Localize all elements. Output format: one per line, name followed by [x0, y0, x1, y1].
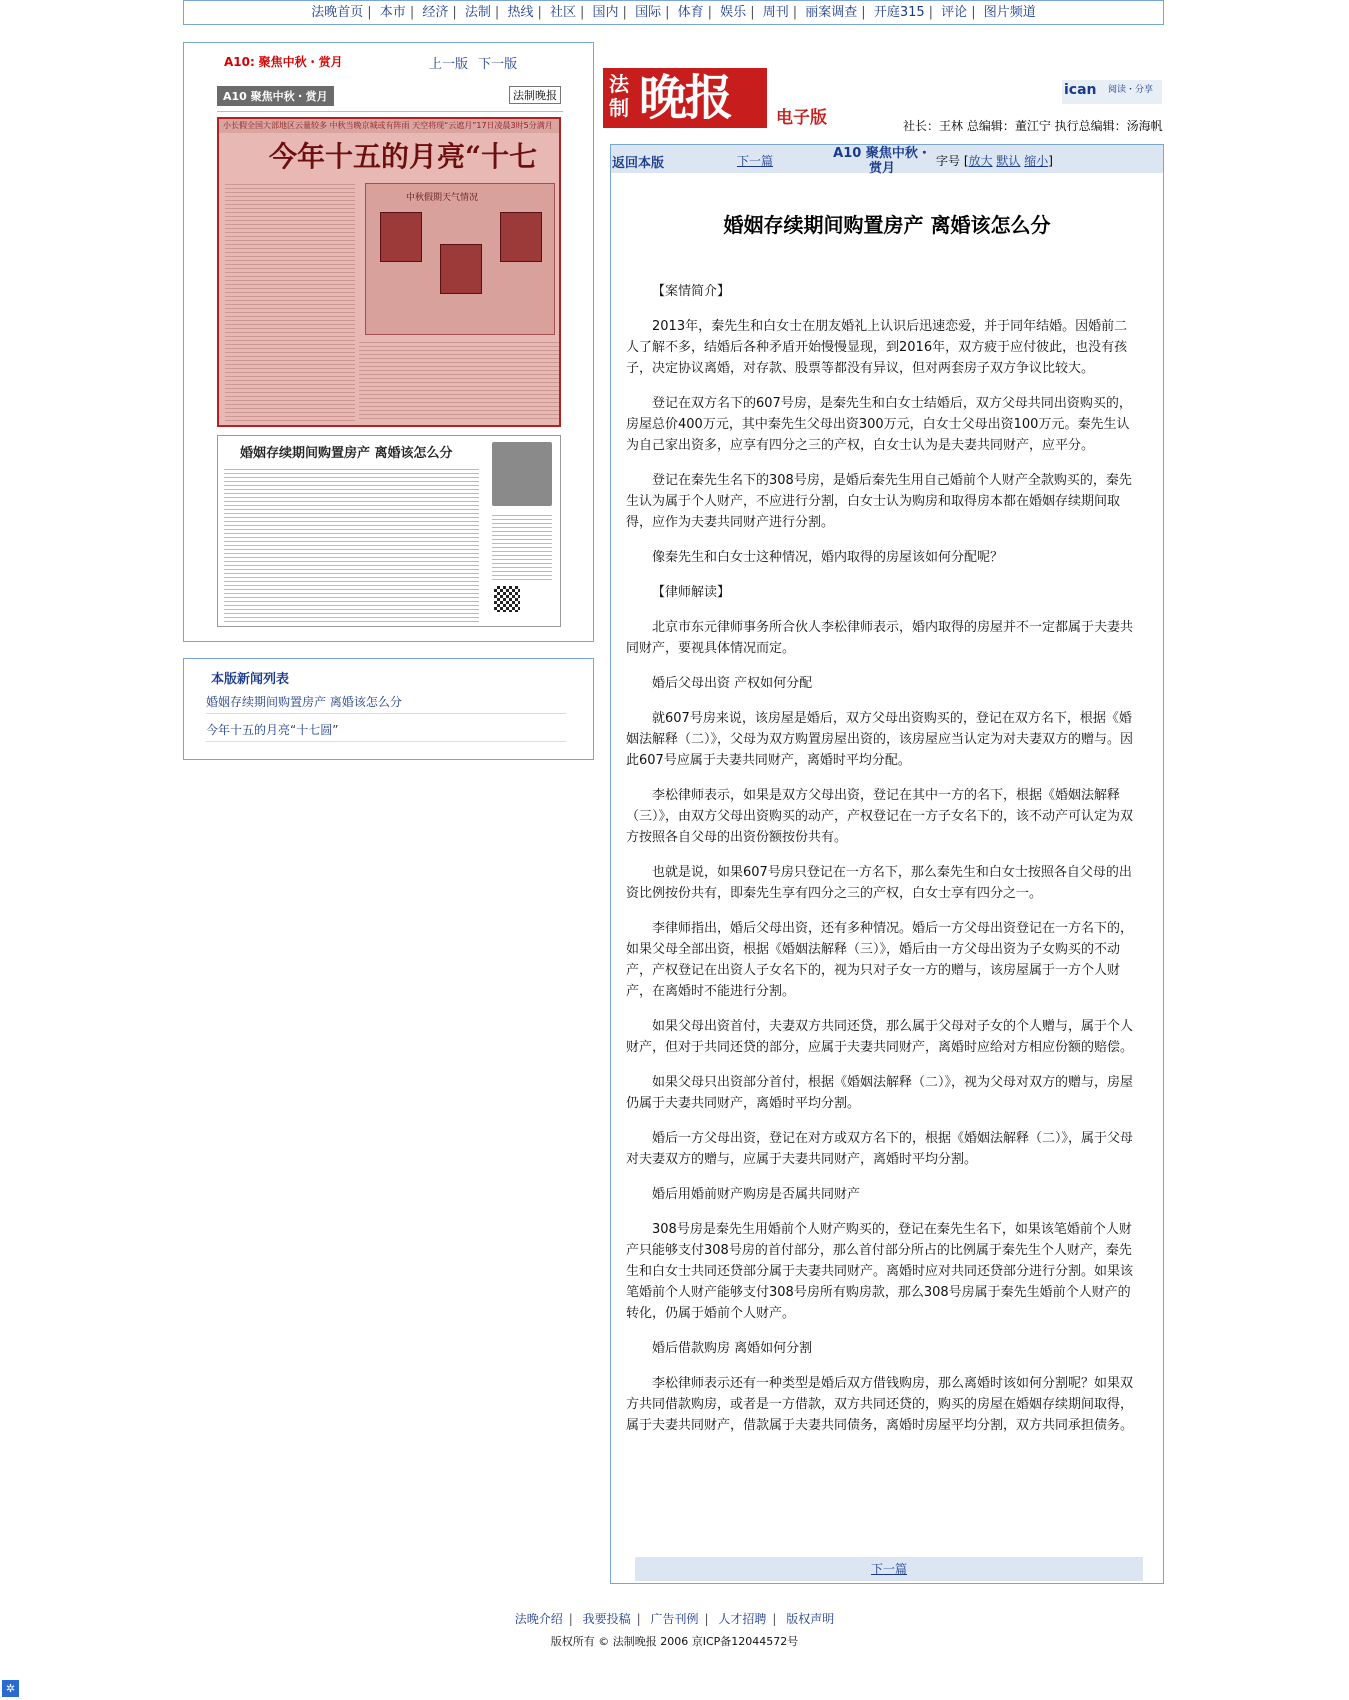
article-edition-label: A10 聚焦中秋・赏月 — [833, 146, 931, 176]
back-to-edition-link[interactable]: 返回本版 — [612, 156, 665, 171]
nav-city[interactable]: 本市 — [379, 5, 406, 20]
nav-home[interactable]: 法晚首页 — [311, 5, 364, 20]
page-preview-panel — [183, 42, 594, 642]
news-list-panel — [183, 658, 594, 760]
article-paragraph: 北京市东元律师事务所合伙人李松律师表示，婚内取得的房屋并不一定都属于夫妻共同财产，要视具体情况而定。 — [626, 620, 1134, 656]
bottom-next-bar — [635, 1557, 1143, 1581]
article-paragraph: 婚后父母出资 产权如何分配 — [652, 676, 813, 691]
news-list-item[interactable]: 今年十五的月亮“十七圆” — [206, 721, 566, 742]
qr-code-icon — [494, 586, 520, 612]
next-article-link[interactable]: 下一篇 — [737, 154, 774, 168]
article-paragraph: 登记在秦先生名下的308号房，是婚后秦先生用自己婚前个人财产全款购买的，秦先生认为属于个人财产，不应进行分割，白女士认为购房和取得房本都在婚姻存续期间取得，应作为夫妻共同财产进行分割。 — [626, 473, 1132, 530]
thumb-text-columns — [359, 339, 559, 421]
nav-domestic[interactable]: 国内 — [592, 5, 619, 20]
ican-logo[interactable]: ican 阅读・分享 — [1062, 80, 1162, 104]
thumb-gray-headline: 婚姻存续期间购置房产 离婚该怎么分 — [240, 446, 453, 461]
article-paragraph: 李松律师表示，如果是双方父母出资，登记在其中一方的名下，根据《婚姻法解释（三）》，由双方父母出资购买的动产，产权登记在一方子女名下的，该不动产可认定为双方按照各自父母的出资份额按份共有。 — [626, 788, 1134, 845]
article-toolbar — [611, 145, 1163, 176]
prev-edition-link[interactable]: 上一版 — [429, 57, 469, 72]
article-paragraph: 婚后用婚前财产购房是否属共同财产 — [652, 1187, 861, 1202]
footer-ads-link[interactable]: 广告刊例 — [650, 1612, 699, 1626]
article-paragraph: 婚后一方父母出资，登记在对方或双方名下的，根据《婚姻法解释（二）》，属于父母对夫妻双方的赠与，应属于夫妻共同财产，离婚时平均分割。 — [626, 1131, 1134, 1167]
article-title: 婚姻存续期间购置房产 离婚该怎么分 — [723, 213, 1051, 237]
edition-code: A10 — [224, 55, 250, 69]
article-paragraph: 像秦先生和白女士这种情况，婚内取得的房屋该如何分配呢？ — [652, 550, 1004, 565]
article-panel — [610, 144, 1164, 1584]
font-size-controls: 字号 [放大 默认 缩小] — [936, 154, 1053, 168]
article-paragraph: 如果父母出资首付，夫妻双方共同还贷，那么属于父母对子女的个人赠与，属于个人财产，但对于共同还贷的部分，应属于夫妻共同财产，离婚时应给对方相应份额的赔偿。 — [626, 1019, 1134, 1055]
nav-community[interactable]: 社区 — [549, 5, 576, 20]
nav-opinion[interactable]: 评论 — [941, 5, 968, 20]
nav-economy[interactable]: 经济 — [422, 5, 449, 20]
article-paragraph: 也就是说，如果607号房只登记在一方名下，那么秦先生和白女士按照各自父母的出资比例按份共有，即秦先生享有四分之三的产权，白女士享有四分之一。 — [626, 865, 1132, 901]
top-nav: 法晚首页 | 本市 | 经济 | 法制 | 热线 | 社区 | 国内 | 国际 | 体育 | 娱乐 | 周刊 | 丽案调查 | 开庭315 | 评论 | 图片频道 — [183, 0, 1164, 25]
newspaper-page-thumbnail — [217, 81, 563, 629]
nav-weekly[interactable]: 周刊 — [762, 5, 789, 20]
nav-court315[interactable]: 开庭315 — [873, 5, 925, 20]
thumb-text-columns — [492, 512, 552, 582]
paw-icon[interactable]: ✲ — [2, 1680, 19, 1697]
staff-credits: 社长：王林 总编辑：董江宁 执行总编辑：汤海帆 — [903, 119, 1163, 133]
article-paragraph: 2013年，秦先生和白女士在朋友婚礼上认识后迅速恋爱，并于同年结婚。因婚前二人了解不多，结婚后各种矛盾开始慢慢显现，到2016年，双方疲于应付彼此，也没有孩子，决定协议离婚，对存款、股票等都没有异议，但对两套房子双方争议比较大。 — [626, 319, 1128, 376]
news-list-item[interactable]: 婚姻存续期间购置房产 离婚该怎么分 — [206, 693, 566, 714]
next-edition-link[interactable]: 下一版 — [478, 57, 518, 72]
article-paragraph: 登记在双方名下的607号房，是秦先生和白女士结婚后，双方父母共同出资购买的，房屋总价400万元，其中秦先生父母出资300万元，白女士父母出资100万元。秦先生认为自己家出资多，应享有四分之三的产权，白女士认为是夫妻共同财产，应平分。 — [626, 396, 1132, 453]
calendar-card-icon — [500, 212, 542, 262]
article-paragraph: 就607号房来说，该房屋是婚后，双方父母出资购买的，登记在双方名下，根据《婚姻法解释（二）》，父母为双方购置房屋出资的，该房屋应当认定为对夫妻双方的赠与。因此607号应属于夫妻共同财产，离婚时平均分配。 — [626, 711, 1134, 768]
nav-sports[interactable]: 体育 — [677, 5, 704, 20]
thumb-article-marriage[interactable] — [217, 435, 561, 627]
thumb-red-headline: 今年十五的月亮“十七 — [269, 140, 538, 173]
nav-investigation[interactable]: 丽案调查 — [805, 5, 858, 20]
thumb-logo: 法制晚报 — [509, 86, 561, 104]
calendar-card-icon — [440, 244, 482, 294]
thumb-weather-graphic — [365, 183, 555, 335]
article-body — [626, 281, 1136, 1450]
thumb-text-columns — [224, 466, 479, 622]
e-edition-label: 电子版 — [776, 108, 827, 128]
footer-submit-link[interactable]: 我要投稿 — [582, 1612, 631, 1626]
edition-name: 聚焦中秋・赏月 — [258, 55, 343, 69]
nav-law[interactable]: 法制 — [464, 5, 491, 20]
nav-international[interactable]: 国际 — [635, 5, 662, 20]
copyright-notice: 版权所有 © 法制晚报 2006 京ICP备12044572号 — [550, 1635, 799, 1648]
footer-about-link[interactable]: 法晚介绍 — [514, 1612, 563, 1626]
fazhi-wanbao-logo[interactable]: 法制 晚报 — [603, 68, 767, 128]
article-paragraph: 308号房是秦先生用婚前个人财产购买的，登记在秦先生名下，如果该笔婚前个人财产只能够支付308号房的首付部分，那么首付部分所占的比例属于秦先生个人财产，秦先生和白女士共同还贷部分属于夫妻共同财产。离婚时应对共同还贷部分进行分割。如果该笔婚前个人财产能够支付308号房所有购房款，那么308号房属于秦先生婚前个人财产的转化，仍属于婚前个人财产。 — [626, 1222, 1134, 1321]
footer-links: 法晚介绍 | 我要投稿 | 广告刊例 | 人才招聘 | 版权声明 — [514, 1612, 835, 1626]
nav-entertainment[interactable]: 娱乐 — [720, 5, 747, 20]
news-list-title: 本版新闻列表 — [211, 672, 290, 687]
footer-copyright-link[interactable]: 版权声明 — [786, 1612, 835, 1626]
footer-jobs-link[interactable]: 人才招聘 — [718, 1612, 767, 1626]
article-paragraph: 【案情简介】 — [652, 284, 731, 299]
font-default-link[interactable]: 默认 — [996, 154, 1021, 168]
thumb-section-tag: A10 聚焦中秋・赏月 — [217, 86, 334, 106]
thumb-text-columns — [225, 181, 355, 421]
font-smaller-link[interactable]: 缩小 — [1024, 154, 1049, 168]
thumb-article-moon[interactable] — [217, 117, 561, 427]
nav-hotline[interactable]: 热线 — [507, 5, 534, 20]
edition-label: A10: 聚焦中秋・赏月 — [224, 55, 343, 69]
font-bigger-link[interactable]: 放大 — [968, 154, 993, 168]
article-paragraph: 李律师指出，婚后父母出资，还有多种情况。婚后一方父母出资登记在一方名下的，如果父母全部出资，根据《婚姻法解释（三）》，婚后由一方父母出资为子女购买的不动产，产权登记在出资人子女名下的，视为只对子女一方的赠与，该房屋属于一方个人财产，在离婚时不能进行分割。 — [626, 921, 1134, 999]
edition-pager — [429, 53, 523, 72]
article-paragraph: 【律师解读】 — [652, 585, 731, 600]
article-paragraph: 李松律师表示还有一种类型是婚后双方借钱购房，那么离婚时该如何分割呢？如果双方共同借款购房，或者是一方借款，双方共同还贷的，购买的房屋在婚姻存续期间取得，属于夫妻共同财产，借款属于夫妻共同债务，离婚时房屋平均分割，双方共同承担债务。 — [626, 1376, 1134, 1433]
article-paragraph: 如果父母只出资部分首付，根据《婚姻法解释（二）》，视为父母对双方的赠与，房屋仍属于夫妻共同财产，离婚时平均分割。 — [626, 1075, 1134, 1111]
thumb-weather-title: 中秋假期天气情况 — [406, 193, 479, 203]
lawyer-photo — [492, 442, 552, 506]
calendar-card-icon — [380, 212, 422, 262]
thumb-red-strip: 小长假全国大部地区云量较多 中秋当晚京城或有阵雨 天空将现“云遮月”17日凌晨3时5分满月 — [219, 119, 559, 133]
nav-photo[interactable]: 图片频道 — [983, 5, 1036, 20]
article-paragraph: 婚后借款购房 离婚如何分割 — [652, 1341, 813, 1356]
bottom-next-article-link[interactable]: 下一篇 — [870, 1562, 907, 1576]
